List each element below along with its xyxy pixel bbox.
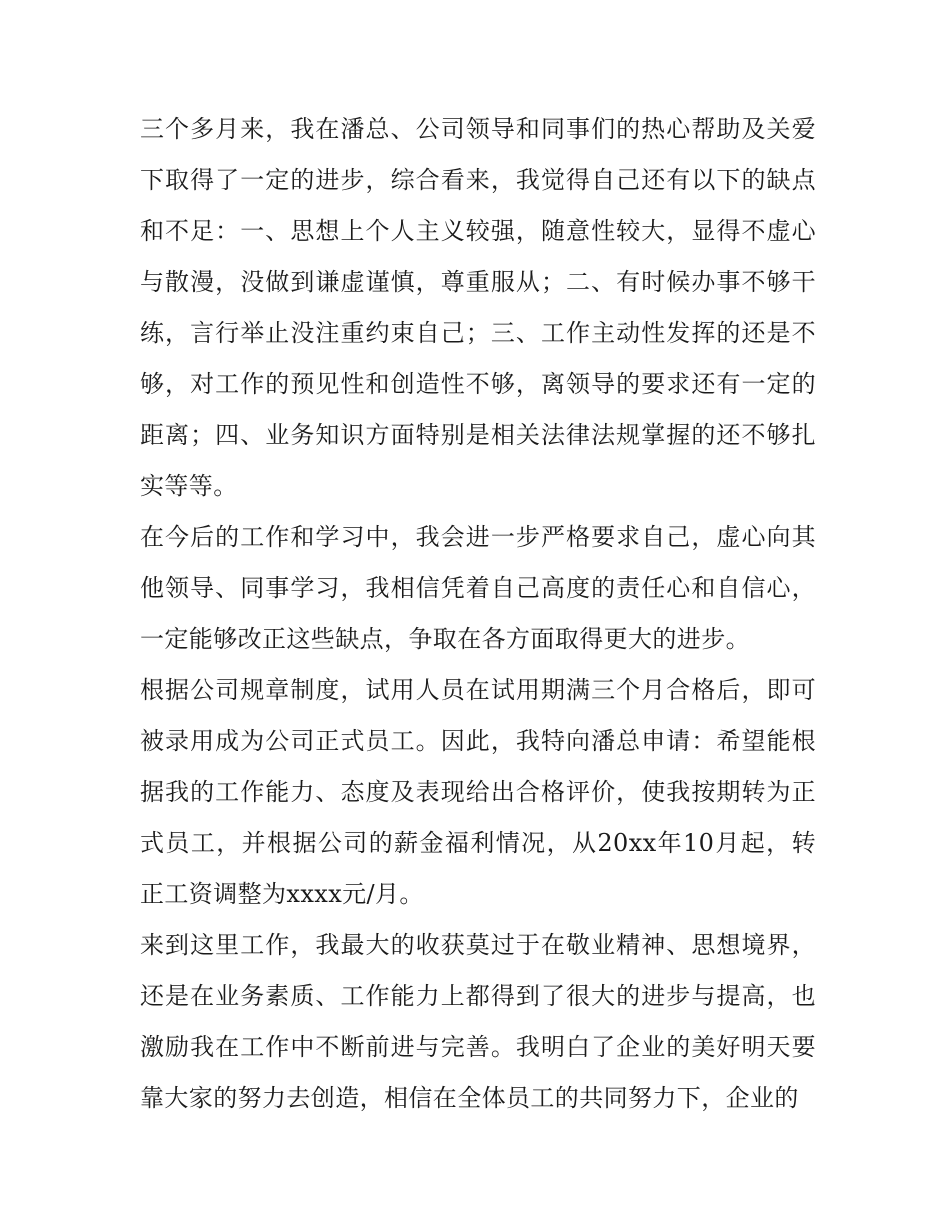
paragraph-gains: 来到这里工作，我最大的收获莫过于在敬业精神、思想境界，还是在业务素质、工作能力上都得到了很大的进步与提高，也激励我在工作中不断前进与完善。我明白了企业的美好明天要靠大家的努力去创造，相信在全体员工的共同努力下，企业的 — [140, 931, 816, 1112]
paragraph-future-plans: 在今后的工作和学习中，我会进一步严格要求自己，虚心向其他领导、同事学习，我相信凭着自己高度的责任心和自信心，一定能够改正这些缺点，争取在各方面取得更大的进步。 — [140, 523, 816, 653]
paragraph-shortcomings: 三个多月来，我在潘总、公司领导和同事们的热心帮助及关爱下取得了一定的进步，综合看来，我觉得自己还有以下的缺点和不足：一、思想上个人主义较强，随意性较大，显得不虚心与散漫，没做到谦虚谨慎，尊重服从；二、有时候办事不够干练，言行举止没注重约束自己；三、工作主动性发挥的还是不够，对工作的预见性和创造性不够，离领导的要求还有一定的距离；四、业务知识方面特别是相关法律法规掌握的还不够扎实等等。 — [140, 115, 816, 500]
paragraph-regularization-request: 根据公司规章制度，试用人员在试用期满三个月合格后，即可被录用成为公司正式员工。因此，我特向潘总申请：希望能根据我的工作能力、态度及表现给出合格评价，使我按期转为正式员工，并根据公司的薪金福利情况，从20xx年10月起，转正工资调整为xxxx元/月。 — [140, 676, 816, 908]
document-body — [140, 104, 816, 1124]
